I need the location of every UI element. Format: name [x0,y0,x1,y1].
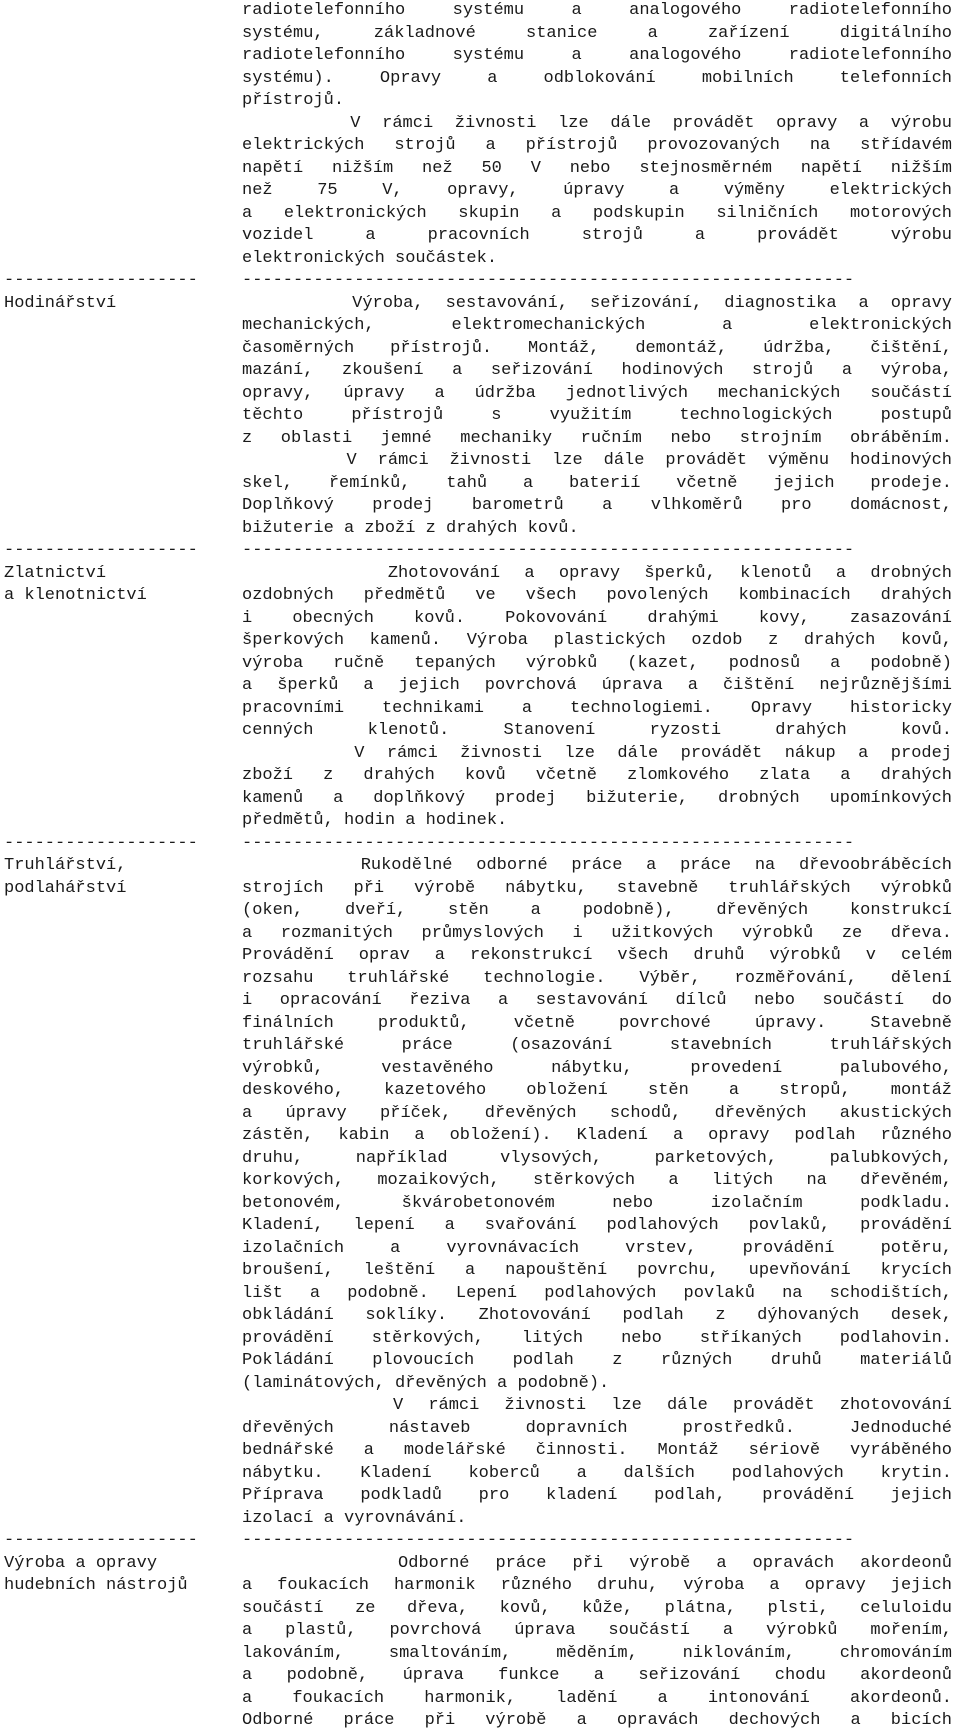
term-line [4,315,242,338]
description-line: broušení, leštění a napouštění povrchu, upevňování krycích [242,1261,952,1280]
description-line: ozdobných předmětů ve všech povolených kombinacích drahých [242,586,952,605]
description-line: a šperků a jejich povrchová úprava a čištění nejrůznějšími [242,676,952,695]
description-line: korkových, mozaikových, stěrkových a litých na dřevěném, [242,1171,952,1190]
term-line: Výroba a opravy [4,1553,158,1573]
description-line: V rámci živnosti lze dále provádět zhotovování [242,1396,952,1415]
description-line: provádění stěrkových, litých nebo stříkaných podlahovin. [242,1328,952,1348]
description-line: i obecných kovů. Pokovování drahými kovy, zasazování [242,608,952,628]
description-line: cenných klenotů. Stanovení ryzosti drahých kovů. [242,721,952,740]
description-line: mazání, zkoušení a seřizování hodinových strojů a výroba, [242,361,952,380]
entry-row [0,0,960,270]
entry-term [0,855,242,1530]
description-line: zástěn, kabin a obložení). Kladení a opravy podlah různého [242,1126,952,1145]
entry-description [242,293,952,541]
description-line: mechanických, elektromechanických a elektronických [242,316,952,335]
description-line: z oblasti jemné mechaniky ručním nebo strojním obráběním. [242,428,952,448]
term-line: a klenotnictví [4,586,147,605]
description-line: lakováním, smaltováním, měděním, niklováním, chromováním [242,1643,952,1663]
description-line: Odborné práce při výrobě a opravách dechových a bicích [242,1711,952,1730]
separator-left: ------------------- [4,541,209,560]
description-line: napětí nižším než 50 V nebo stejnosměrném napětí nižším [242,158,952,178]
description-line: (oken, dveří, stěn a podobně), dřevěných konstrukcí [242,901,952,920]
description-line: Kladení, lepení a svařování podlahových povlaků, provádění [242,1216,952,1235]
separator-left: ------------------- [4,1531,209,1550]
description-line: V rámci živnosti lze dále provádět nákup a prodej [242,743,952,763]
term-line: Truhlářství, [4,856,127,875]
description-line: Pokládání plovoucích podlah z různých druhů materiálů [242,1351,952,1370]
description-line: Výroba, sestavování, seřizování, diagnostika a opravy [242,293,952,313]
description-line: a rozmanitých průmyslových i užitkových výrobků ze dřeva. [242,923,952,943]
description-line: časoměrných přístrojů. Montáž, demontáž, údržba, čištění, [242,338,952,358]
entry-term [0,1553,242,1733]
description-line: systému). Opravy a odblokování mobilních telefonních [242,68,952,88]
description-line: součástí ze dřeva, kovů, kůže, plátna, plsti, celuloidu [242,1598,952,1618]
description-line: druhu, například vlysových, parketových, palubkových, [242,1148,952,1168]
description-line: nábytku. Kladení koberců a dalších podlahových krytin. [242,1463,952,1483]
separator-right: ------------------------------------------------------------ [242,271,855,290]
description-line: strojích při výrobě nábytku, stavebně truhlářských výrobků [242,878,952,898]
description-line: Rukodělné odborné práce a práce na dřevoobráběcích [242,856,952,875]
description-line: rozsahu truhlářské technologie. Výběr, rozměřování, dělení [242,968,952,988]
description-line: Příprava podkladů pro kladení podlah, provádění jejich [242,1486,952,1505]
separator-right: ------------------------------------------------------------ [242,541,855,560]
description-line: než 75 V, opravy, úpravy a výměny elektrických [242,181,952,200]
entry-row [0,293,960,541]
description-line: zboží z drahých kovů včetně zlomkového zlata a drahých [242,766,952,785]
description-line: V rámci živnosti lze dále provádět opravy a výrobu [242,113,952,133]
description-line: Zhotovování a opravy šperků, klenotů a drobných [242,563,952,583]
term-line [4,0,242,23]
separator-left: ------------------- [4,833,209,853]
entry-term [0,0,242,270]
description-line: skel, řemínků, tahů a baterií včetně jejich prodeje. [242,473,952,493]
description-line: radiotelefonního systému a analogového radiotelefonního [242,46,952,65]
description-line: Provádění oprav a rekonstrukcí všech druhů výrobků v celém [242,946,952,965]
description-line: (laminátových, dřevěných a podobně). [242,1373,610,1393]
description-line: opravy, úpravy a údržba jednotlivých mechanických součástí [242,383,952,403]
entry-row [0,563,960,833]
description-line: betonovém, škvárobetonovém nebo izolačním podkladu. [242,1193,952,1213]
separator-left: ------------------- [4,271,209,290]
term-line: Zlatnictví [4,563,107,583]
separator-line [0,1530,960,1553]
description-line: V rámci živnosti lze dále provádět výměnu hodinových [242,451,952,470]
separator-line [0,540,960,563]
separator-right: ------------------------------------------------------------ [242,1531,855,1550]
description-line: výrobků, vestavěného nábytku, provedení palubového, [242,1058,952,1078]
description-line: lišt a podobně. Lepení podlahových povlaků na schodištích, [242,1283,952,1303]
term-line: hudebních nástrojů [4,1576,188,1595]
entry-description [242,855,952,1530]
description-line: izolací a vyrovnávání. [242,1508,467,1528]
description-line: izolačních a vyrovnávacích vrstev, provádění potěru, [242,1238,952,1258]
description-line: finálních produktů, včetně povrchové úpravy. Stavebně [242,1013,952,1033]
description-line: těchto přístrojů s využitím technologických postupů [242,406,952,425]
description-line: a plastů, povrchová úprava součástí a výrobků mořením, [242,1621,952,1640]
separator-line [0,270,960,293]
description-line: a foukacích harmonik různého druhu, výroba a opravy jejich [242,1576,952,1595]
entry-row [0,1553,960,1733]
separator-line [0,833,960,856]
description-line: i opracování řeziva a sestavování dílců nebo součástí do [242,991,952,1010]
description-line: a elektronických skupin a podskupin silničních motorových [242,203,952,223]
description-line: obkládání soklíky. Zhotovování podlah z dýhovaných desek, [242,1306,952,1325]
term-line: Hodinářství [4,293,117,313]
entry-row [0,855,960,1530]
description-line: kamenů a doplňkový prodej bižuterie, drobných upomínkových [242,788,952,808]
description-line: elektronických součástek. [242,248,498,268]
entry-term [0,293,242,541]
description-line: truhlářské práce (osazování stavebních truhlářských [242,1036,952,1055]
description-line: šperkových kamenů. Výroba plastických ozdob z drahých kovů, [242,631,952,650]
description-line: a podobně, úprava funkce a seřizování chodu akordeonů [242,1666,952,1685]
entry-description [242,563,952,833]
description-line: bednářské a modelářské činnosti. Montáž sériově vyráběného [242,1441,952,1460]
description-line: pracovními technikami a technologiemi. Opravy historicky [242,698,952,718]
entry-term [0,563,242,833]
description-line: elektrických strojů a přístrojů provozovaných na střídavém [242,136,952,155]
term-line [4,23,242,46]
description-line: předmětů, hodin a hodinek. [242,811,508,830]
description-line: bižuterie a zboží z drahých kovů. [242,518,579,538]
entry-description [242,0,952,270]
entry-description [242,1553,952,1733]
description-line: deskového, kazetového obložení stěn a stropů, montáž [242,1081,952,1100]
separator-right: ------------------------------------------------------------ [242,833,855,853]
description-line: výroba ručně tepaných výrobků (kazet, podnosů a podobně) [242,653,952,673]
description-line: a úpravy příček, dřevěných schodů, dřevěných akustických [242,1103,952,1123]
description-line: Odborné práce při výrobě a opravách akordeonů [242,1553,952,1573]
description-line: Doplňkový prodej barometrů a vlhkoměrů pro domácnost, [242,496,952,515]
description-line: vozidel a pracovních strojů a provádět výrobu [242,226,952,245]
term-line: podlahářství [4,878,127,898]
description-line: dřevěných nástaveb dopravních prostředků. Jednoduché [242,1418,952,1438]
description-line: radiotelefonního systému a analogového radiotelefonního [242,1,952,20]
description-line: systému, základnové stanice a zařízení digitálního [242,23,952,43]
description-line: přístrojů. [242,91,345,110]
description-line: a foukacích harmonik, ladění a intonování akordeonů. [242,1688,952,1708]
